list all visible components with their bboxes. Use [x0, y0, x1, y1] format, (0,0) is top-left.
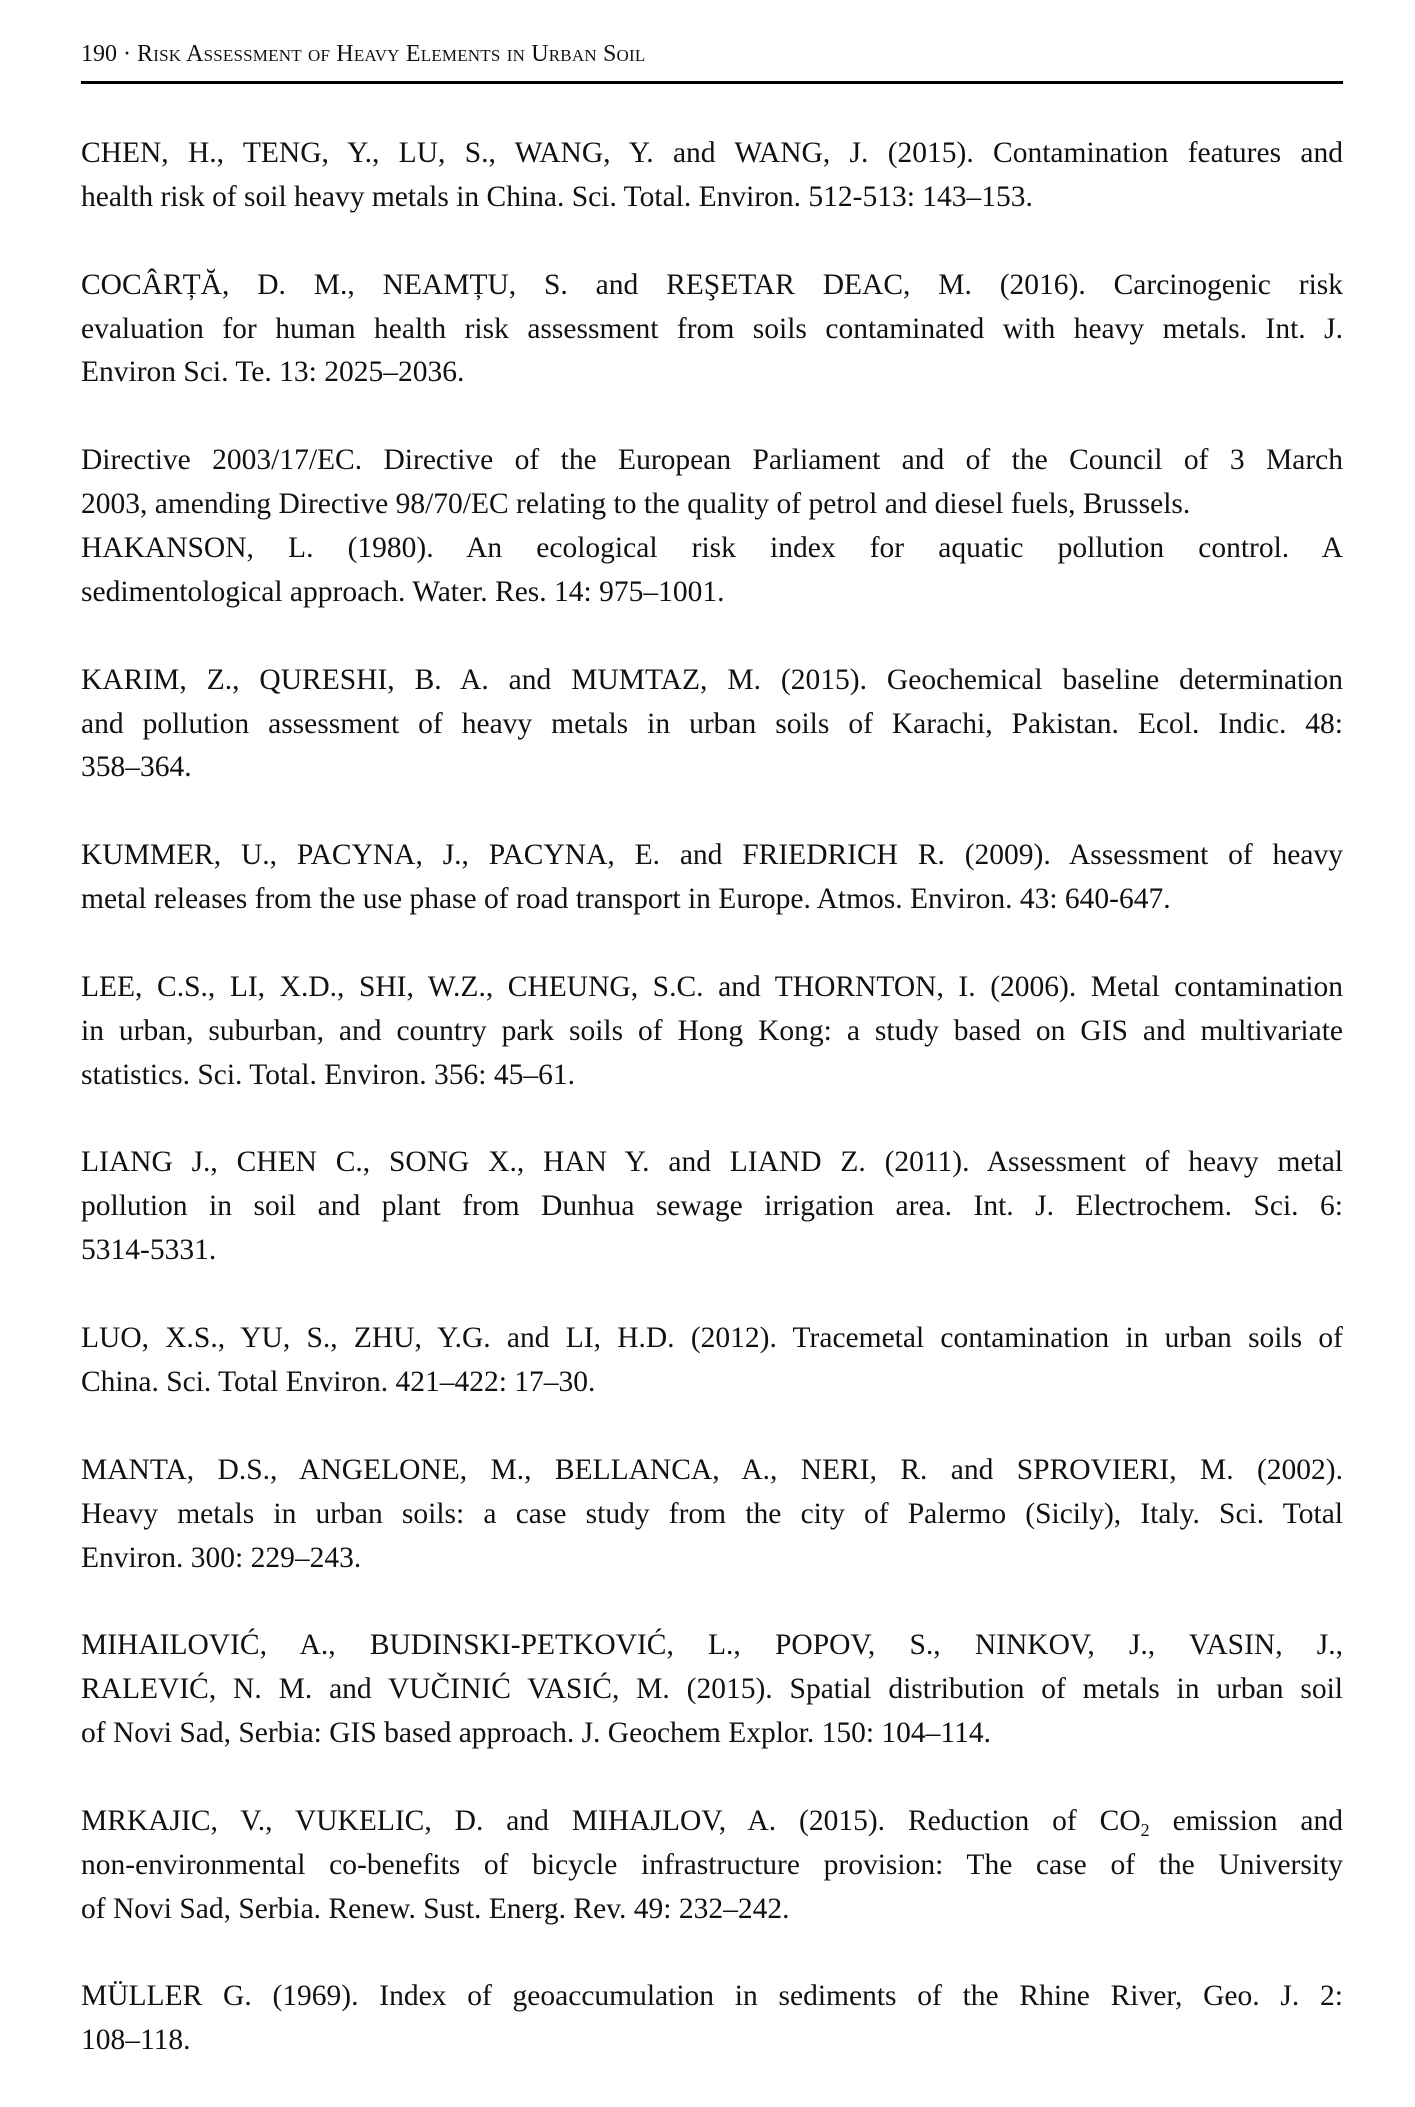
reference-line: MIHAILOVIĆ, A., BUDINSKI-PETKOVIĆ, L., POPOV, S., NINKOV, J., VASIN, J.,: [81, 1629, 1343, 1662]
reference-line: MRKAJIC, V., VUKELIC, D. and MIHAJLOV, A. (2015). Reduction of $CO_2$ emission and: [81, 1804, 1343, 1840]
reference-entry: [81, 659, 1343, 791]
reference-line: Environ Sci. Te. 13: 2025–2036.: [81, 356, 465, 389]
reference-line: China. Sci. Total Environ. 421–422: 17–30.: [81, 1365, 596, 1398]
reference-line: Heavy metals in urban soils: a case study from the city of Palermo (Sicily), Italy. Sci. Total: [81, 1497, 1343, 1530]
reference-line: evaluation for human health risk assessment from soils contaminated with heavy metals. Int. J.: [81, 312, 1343, 345]
subscript: 2: [1140, 1819, 1150, 1840]
reference-entry: [81, 966, 1343, 1098]
reference-line: COCÂRȚĂ, D. M., NEAMȚU, S. and REŞETAR DEAC, M. (2016). Carcinogenic risk: [81, 268, 1343, 301]
reference-entry: [81, 1141, 1343, 1273]
reference-line: HAKANSON, L. (1980). An ecological risk index for aquatic pollution control. A: [81, 532, 1343, 565]
reference-entry: [81, 1975, 1343, 2063]
reference-line: of Novi Sad, Serbia: GIS based approach. J. Geochem Explor. 150: 104–114.: [81, 1717, 991, 1750]
reference-line: health risk of soil heavy metals in China. Sci. Total. Environ. 512-513: 143–153.: [81, 180, 1033, 213]
reference-entry: [81, 1800, 1343, 1932]
reference-line: 2003, amending Directive 98/70/EC relating to the quality of petrol and diesel fuels, Brussels.: [81, 488, 1191, 521]
reference-line: non-environmental co-benefits of bicycle infrastructure provision: The case of the University: [81, 1848, 1343, 1881]
reference-list: [81, 132, 1343, 2107]
running-title: Risk Assessment of Heavy Elements in Urban Soil: [137, 41, 646, 67]
reference-line: LIANG J., CHEN C., SONG X., HAN Y. and LIAND Z. (2011). Assessment of heavy metal: [81, 1146, 1343, 1179]
header-separator: ·: [123, 41, 131, 67]
reference-line: in urban, suburban, and country park soils of Hong Kong: a study based on GIS and multivariate: [81, 1014, 1343, 1047]
reference-entry: [81, 1449, 1343, 1581]
reference-entry: [81, 132, 1343, 220]
reference-line: sedimentological approach. Water. Res. 14: 975–1001.: [81, 575, 725, 608]
reference-line: MANTA, D.S., ANGELONE, M., BELLANCA, A., NERI, R. and SPROVIERI, M. (2002).: [81, 1453, 1343, 1486]
reference-line: LUO, X.S., YU, S., ZHU, Y.G. and LI, H.D. (2012). Tracemetal contamination in urban soils of: [81, 1322, 1343, 1355]
reference-line: 108–118.: [81, 2024, 191, 2057]
reference-line: and pollution assessment of heavy metals in urban soils of Karachi, Pakistan. Ecol. Indic. 48:: [81, 707, 1343, 740]
reference-line: CHEN, H., TENG, Y., LU, S., WANG, Y. and WANG, J. (2015). Contamination features and: [81, 137, 1343, 169]
reference-line: Environ. 300: 229–243.: [81, 1541, 362, 1574]
reference-line: KARIM, Z., QURESHI, B. A. and MUMTAZ, M. (2015). Geochemical baseline determination: [81, 663, 1343, 696]
reference-line: 358–364.: [81, 751, 192, 784]
reference-line: Directive 2003/17/EC. Directive of the European Parliament and of the Council of 3 March: [81, 444, 1343, 477]
reference-entry: [81, 264, 1343, 396]
reference-entry: [81, 1317, 1343, 1405]
running-header: [81, 40, 1343, 68]
reference-line: 5314-5331.: [81, 1234, 217, 1267]
reference-entry: [81, 1624, 1343, 1756]
header-rule: [81, 81, 1343, 84]
reference-line: LEE, C.S., LI, X.D., SHI, W.Z., CHEUNG, S.C. and THORNTON, I. (2006). Metal contamination: [81, 970, 1343, 1003]
reference-line: of Novi Sad, Serbia. Renew. Sust. Energ. Rev. 49: 232–242.: [81, 1892, 790, 1925]
reference-line: pollution in soil and plant from Dunhua sewage irrigation area. Int. J. Electrochem. Sci. 6:: [81, 1190, 1343, 1223]
page-number: 190: [81, 41, 117, 67]
reference-line: MÜLLER G. (1969). Index of geoaccumulation in sediments of the Rhine River, Geo. J. 2:: [81, 1980, 1343, 2013]
reference-line: KUMMER, U., PACYNA, J., PACYNA, E. and FRIEDRICH R. (2009). Assessment of heavy: [81, 839, 1343, 872]
reference-entry: [81, 439, 1343, 615]
reference-line: statistics. Sci. Total. Environ. 356: 45–61.: [81, 1058, 575, 1091]
reference-entry: [81, 834, 1343, 922]
reference-line: RALEVIĆ, N. M. and VUČINIĆ VASIĆ, M. (2015). Spatial distribution of metals in urban soil: [81, 1673, 1343, 1706]
reference-line: metal releases from the use phase of road transport in Europe. Atmos. Environ. 43: 640-647.: [81, 883, 1171, 916]
